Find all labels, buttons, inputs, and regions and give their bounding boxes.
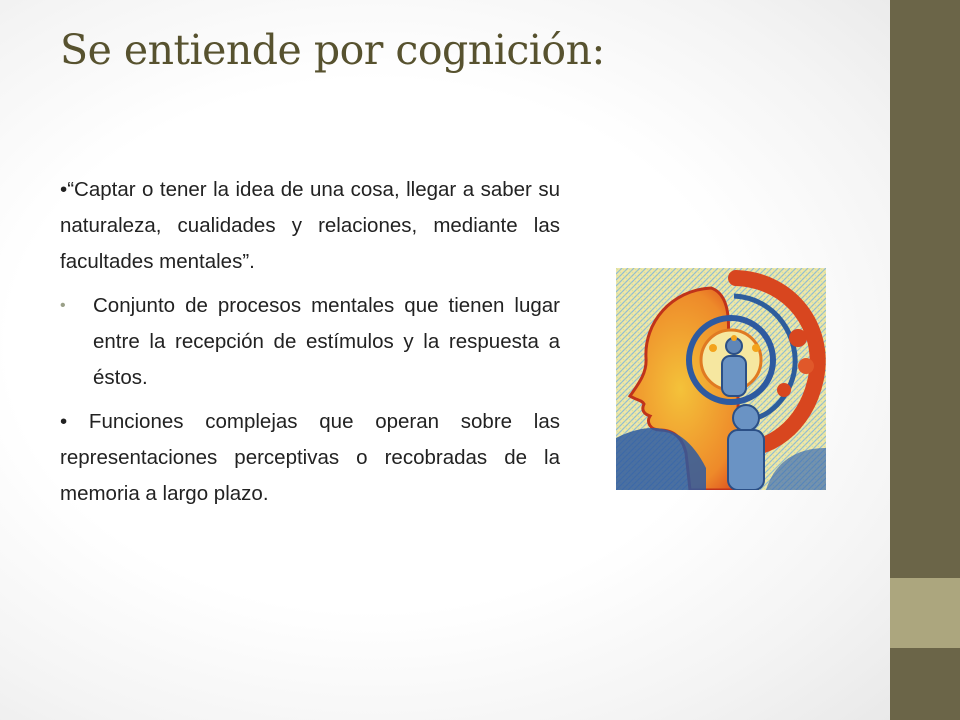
paragraph-text: Conjunto de procesos mentales que tienen lugar entre la recepción de estímulos y la respuesta a éstos. (93, 294, 560, 389)
bullet: • (60, 178, 68, 201)
paragraph-definition (60, 172, 560, 280)
bullet: • (60, 410, 68, 433)
slide-body (60, 172, 560, 520)
side-bar-top (890, 0, 960, 578)
bullet: • (60, 297, 66, 314)
paragraph-processes (60, 288, 560, 396)
side-bar-accent (890, 578, 960, 648)
paragraph-text: “Captar o tener la idea de una cosa, llegar a saber su naturaleza, cualidades y relaciones, mediante las facultades mentales”. (60, 178, 560, 273)
head-cognition-illustration (616, 268, 826, 490)
side-bar-bottom (890, 648, 960, 720)
slide-title: Se entiende por cognición: (60, 26, 605, 74)
paragraph-functions (60, 404, 560, 512)
paragraph-text: Funciones complejas que operan sobre las representaciones perceptivas o recobradas de la memoria a largo plazo. (60, 410, 560, 505)
